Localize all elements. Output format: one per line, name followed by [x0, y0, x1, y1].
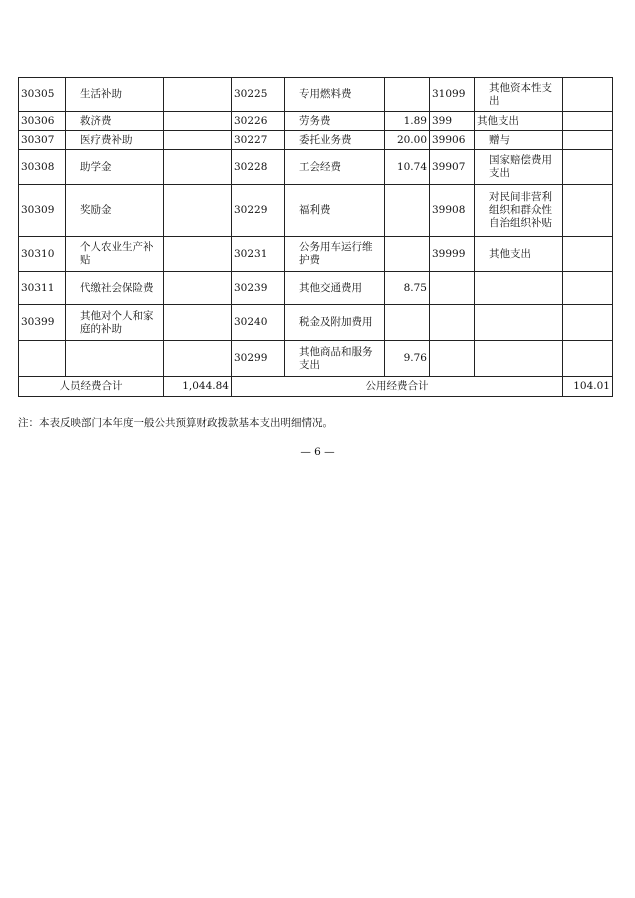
expenditure-detail-table	[18, 77, 613, 397]
code-cell	[430, 305, 475, 341]
amount-cell	[164, 112, 232, 131]
totals-row	[19, 377, 613, 397]
name-cell: 医疗费补助	[66, 131, 164, 150]
name-cell: 奖励金	[66, 185, 164, 237]
code-cell: 30399	[19, 305, 66, 341]
name-cell: 其他交通费用	[285, 272, 385, 305]
code-cell: 39906	[430, 131, 475, 150]
amount-cell	[563, 131, 613, 150]
amount-cell: 20.00	[385, 131, 430, 150]
code-cell: 31099	[430, 78, 475, 112]
code-cell: 30226	[232, 112, 285, 131]
name-cell: 其他支出	[475, 112, 563, 131]
code-cell: 30306	[19, 112, 66, 131]
name-cell	[475, 305, 563, 341]
code-cell: 30305	[19, 78, 66, 112]
name-cell: 国家赔偿费用支出	[475, 150, 563, 185]
name-cell: 公务用车运行维护费	[285, 237, 385, 272]
amount-cell	[563, 305, 613, 341]
name-cell: 其他商品和服务支出	[285, 341, 385, 377]
name-cell: 劳务费	[285, 112, 385, 131]
name-cell: 税金及附加费用	[285, 305, 385, 341]
amount-cell	[385, 305, 430, 341]
code-cell: 39908	[430, 185, 475, 237]
code-cell	[430, 272, 475, 305]
amount-cell	[164, 131, 232, 150]
amount-cell: 8.75	[385, 272, 430, 305]
table-row	[19, 112, 613, 131]
amount-cell	[385, 185, 430, 237]
amount-cell	[164, 341, 232, 377]
table-row	[19, 305, 613, 341]
table-row	[19, 131, 613, 150]
amount-cell	[563, 112, 613, 131]
code-cell: 30227	[232, 131, 285, 150]
amount-cell	[563, 78, 613, 112]
code-cell: 30311	[19, 272, 66, 305]
code-cell: 39907	[430, 150, 475, 185]
amount-cell: 1.89	[385, 112, 430, 131]
amount-cell	[164, 185, 232, 237]
amount-cell	[563, 341, 613, 377]
name-cell: 其他对个人和家庭的补助	[66, 305, 164, 341]
amount-cell	[563, 237, 613, 272]
code-cell: 30239	[232, 272, 285, 305]
name-cell: 救济费	[66, 112, 164, 131]
code-cell: 30228	[232, 150, 285, 185]
table-row	[19, 272, 613, 305]
name-cell: 生活补助	[66, 78, 164, 112]
code-cell: 30229	[232, 185, 285, 237]
code-cell: 399	[430, 112, 475, 131]
name-cell: 代缴社会保险费	[66, 272, 164, 305]
code-cell: 30310	[19, 237, 66, 272]
public-total-label: 公用经费合计	[232, 377, 563, 397]
personnel-total-value: 1,044.84	[164, 377, 232, 397]
name-cell: 其他支出	[475, 237, 563, 272]
code-cell: 30299	[232, 341, 285, 377]
name-cell	[66, 341, 164, 377]
amount-cell	[164, 78, 232, 112]
code-cell: 30225	[232, 78, 285, 112]
name-cell: 委托业务费	[285, 131, 385, 150]
code-cell: 30308	[19, 150, 66, 185]
table-footnote: 注：本表反映部门本年度一般公共预算财政拨款基本支出明细情况。	[18, 417, 333, 429]
amount-cell	[164, 237, 232, 272]
table-row	[19, 237, 613, 272]
name-cell	[475, 272, 563, 305]
amount-cell	[563, 150, 613, 185]
code-cell	[430, 341, 475, 377]
table-row	[19, 150, 613, 185]
amount-cell	[385, 78, 430, 112]
amount-cell	[563, 185, 613, 237]
code-cell	[19, 341, 66, 377]
name-cell: 个人农业生产补贴	[66, 237, 164, 272]
name-cell: 赠与	[475, 131, 563, 150]
public-total-value: 104.01	[563, 377, 613, 397]
amount-cell	[385, 237, 430, 272]
table-row	[19, 341, 613, 377]
amount-cell	[563, 272, 613, 305]
table-row	[19, 185, 613, 237]
table-body	[19, 78, 613, 397]
amount-cell	[164, 150, 232, 185]
name-cell: 对民间非营利组织和群众性自治组织补贴	[475, 185, 563, 237]
page-number: — 6 —	[300, 446, 335, 458]
amount-cell	[164, 305, 232, 341]
code-cell: 39999	[430, 237, 475, 272]
code-cell: 30307	[19, 131, 66, 150]
code-cell: 30309	[19, 185, 66, 237]
name-cell: 助学金	[66, 150, 164, 185]
name-cell: 专用燃料费	[285, 78, 385, 112]
code-cell: 30231	[232, 237, 285, 272]
name-cell: 福利费	[285, 185, 385, 237]
name-cell: 工会经费	[285, 150, 385, 185]
table-row	[19, 78, 613, 112]
personnel-total-label: 人员经费合计	[19, 377, 164, 397]
amount-cell: 9.76	[385, 341, 430, 377]
amount-cell	[164, 272, 232, 305]
amount-cell: 10.74	[385, 150, 430, 185]
name-cell	[475, 341, 563, 377]
name-cell: 其他资本性支出	[475, 78, 563, 112]
code-cell: 30240	[232, 305, 285, 341]
